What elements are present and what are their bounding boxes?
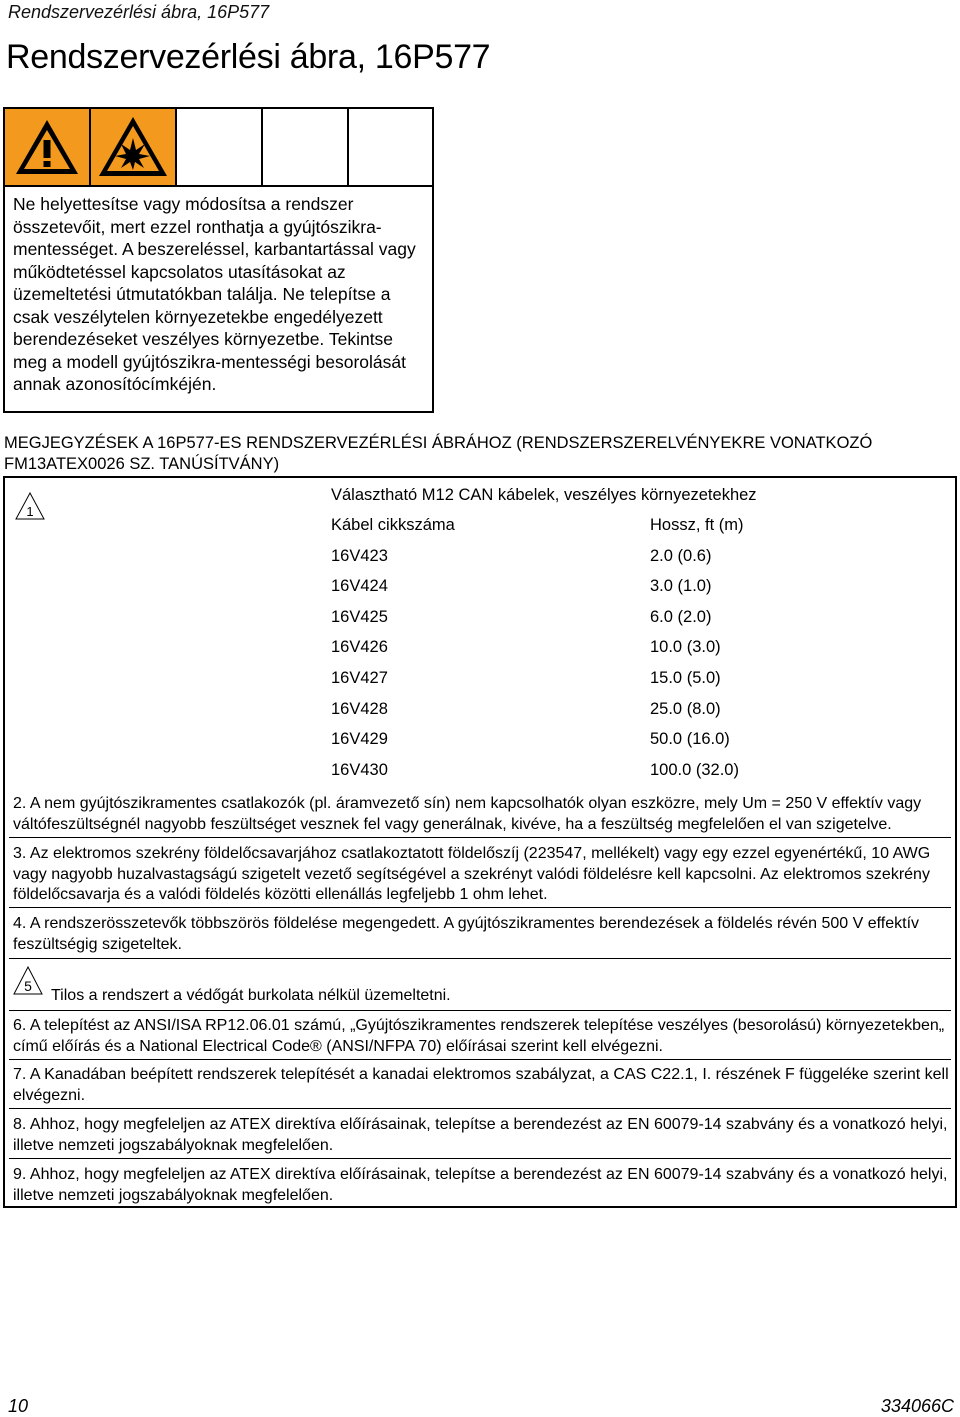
page-title: Rendszervezérlési ábra, 16P577 [6,38,491,76]
note-5: Tilos a rendszert a védőgát burkolata nélkül üzemeltetni. [51,987,451,1004]
part-number: 16V423 [331,546,388,565]
part-number: 16V425 [331,607,388,626]
note-7: 7. A Kanadában beépített rendszerek telepítését a kanadai elektromos szabályzat, a CAS C22.1, I. részének F függeléke szerint kell elvégezni. [13,1066,949,1104]
cable-table-header [331,516,744,547]
note-3: 3. Az elektromos szekrény földelőcsavarjához csatlakoztatott földelőszíj (223547, mellékelt) vagy egy ezzel egyenértékű, 10 AWG vagy nagyobb huzalvastagságú szigetelt vezető segítségével a szekrényt valódi földelésre kell kapcsolni. Az elektromos szekrény földelőcsavarja és a valódi földelés közötti ellenállás legfeljebb 1 ohm lehet. [13,845,931,903]
note-6: 6. A telepítést az ANSI/ISA RP12.06.01 számú, „Gyújtószikramentes rendszerek telepítése veszélyes (besorolású) környezetekben„ című előírás és a National Electrical Code® (ANSI/NFPA 70) előírásai szerint kell elvégezni. [13,1017,945,1055]
table-row [331,608,744,639]
table-row [331,638,744,669]
divider [9,837,951,838]
notes-heading: MEGJEGYZÉSEK A 16P577-ES RENDSZERVEZÉRLÉSI ÁBRÁHOZ (RENDSZERSZERELVÉNYEKRE VONATKOZÓ FM13ATEX0026 SZ. TANÚSÍTVÁNY) [4,434,873,473]
empty-icon-cell [263,109,349,185]
notes-box [3,476,957,1208]
divider [9,1108,951,1109]
cable-length: 6.0 (2.0) [650,607,712,626]
cable-length: 25.0 (8.0) [650,699,721,718]
column-header-part: Kábel cikkszáma [331,516,455,534]
column-header-length: Hossz, ft (m) [650,516,744,534]
table-row [331,730,744,761]
note-1-triangle-icon [15,492,45,520]
cable-table-caption: Választható M12 CAN kábelek, veszélyes környezetekhez [331,486,757,504]
divider [9,1059,951,1060]
cable-length: 3.0 (1.0) [650,577,712,596]
cable-length: 100.0 (32.0) [650,760,739,779]
cable-length: 50.0 (16.0) [650,730,730,749]
cable-length: 10.0 (3.0) [650,638,721,657]
warning-text: Ne helyettesítse vagy módosítsa a rendszer összetevőit, mert ezzel ronthatja a gyújtószikra-mentességet. A beszereléssel, karbantartással vagy működtetéssel kapcsolatos utasításokat az üzemeltetési útmutatókban találja. Ne telepítse a csak veszélytelen környezetekbe engedélyezett berendezéseket veszélyes környezetbe. Tekintse meg a modell gyújtószikra-mentességi besorolását annak azonosítócímkéjén. [13,194,416,394]
divider [9,1158,951,1159]
fire-explosion-icon [91,109,177,185]
warning-exclamation-icon [5,109,91,185]
empty-icon-cell [349,109,432,185]
part-number: 16V430 [331,760,388,779]
warning-icon-row [5,109,432,187]
part-number: 16V428 [331,699,388,718]
svg-text:1: 1 [26,504,34,519]
cable-table [331,516,744,791]
note-9: 9. Ahhoz, hogy megfeleljen az ATEX direktíva előírásainak, telepítse a berendezést az EN 60079-14 szabvány és a vonatkozó helyi, illetve nemzeti jogszabályoknak megfelelően. [13,1166,948,1204]
note-5-triangle-icon [13,966,43,996]
warning-box [3,107,434,413]
part-number: 16V424 [331,577,388,596]
divider [9,958,951,959]
running-header: Rendszervezérlési ábra, 16P577 [8,2,270,22]
empty-icon-cell [177,109,263,185]
part-number: 16V426 [331,638,388,657]
document-number: 334066C [880,1396,954,1416]
divider [9,1010,951,1011]
table-row [331,669,744,700]
table-row [331,577,744,608]
table-row [331,547,744,578]
cable-length: 2.0 (0.6) [650,546,712,565]
divider [9,907,951,908]
cable-length: 15.0 (5.0) [650,668,721,687]
note-4: 4. A rendszerösszetevők többszörös földelése megengedett. A gyújtószikramentes berendezések a földelés révén 500 V effektív feszültségig szigeteltek. [13,915,920,953]
part-number: 16V427 [331,668,388,687]
page-number: 10 [8,1396,29,1416]
part-number: 16V429 [331,730,388,749]
table-row [331,700,744,731]
table-row [331,761,744,792]
note-8: 8. Ahhoz, hogy megfeleljen az ATEX direktíva előírásainak, telepítse a berendezést az EN 60079-14 szabvány és a vonatkozó helyi, illetve nemzeti jogszabályoknak megfelelően. [13,1116,948,1154]
note-2: 2. A nem gyújtószikramentes csatlakozók (pl. áramvezető sín) nem kapcsolhatók olyan eszközre, mely Um = 250 V effektív vagy váltófeszültségnél nagyobb feszültséget vesznek fel vagy generálnak, kivéve, ha a feszültség megfelelően el van szigetelve. [13,795,922,833]
svg-text:5: 5 [24,978,32,994]
